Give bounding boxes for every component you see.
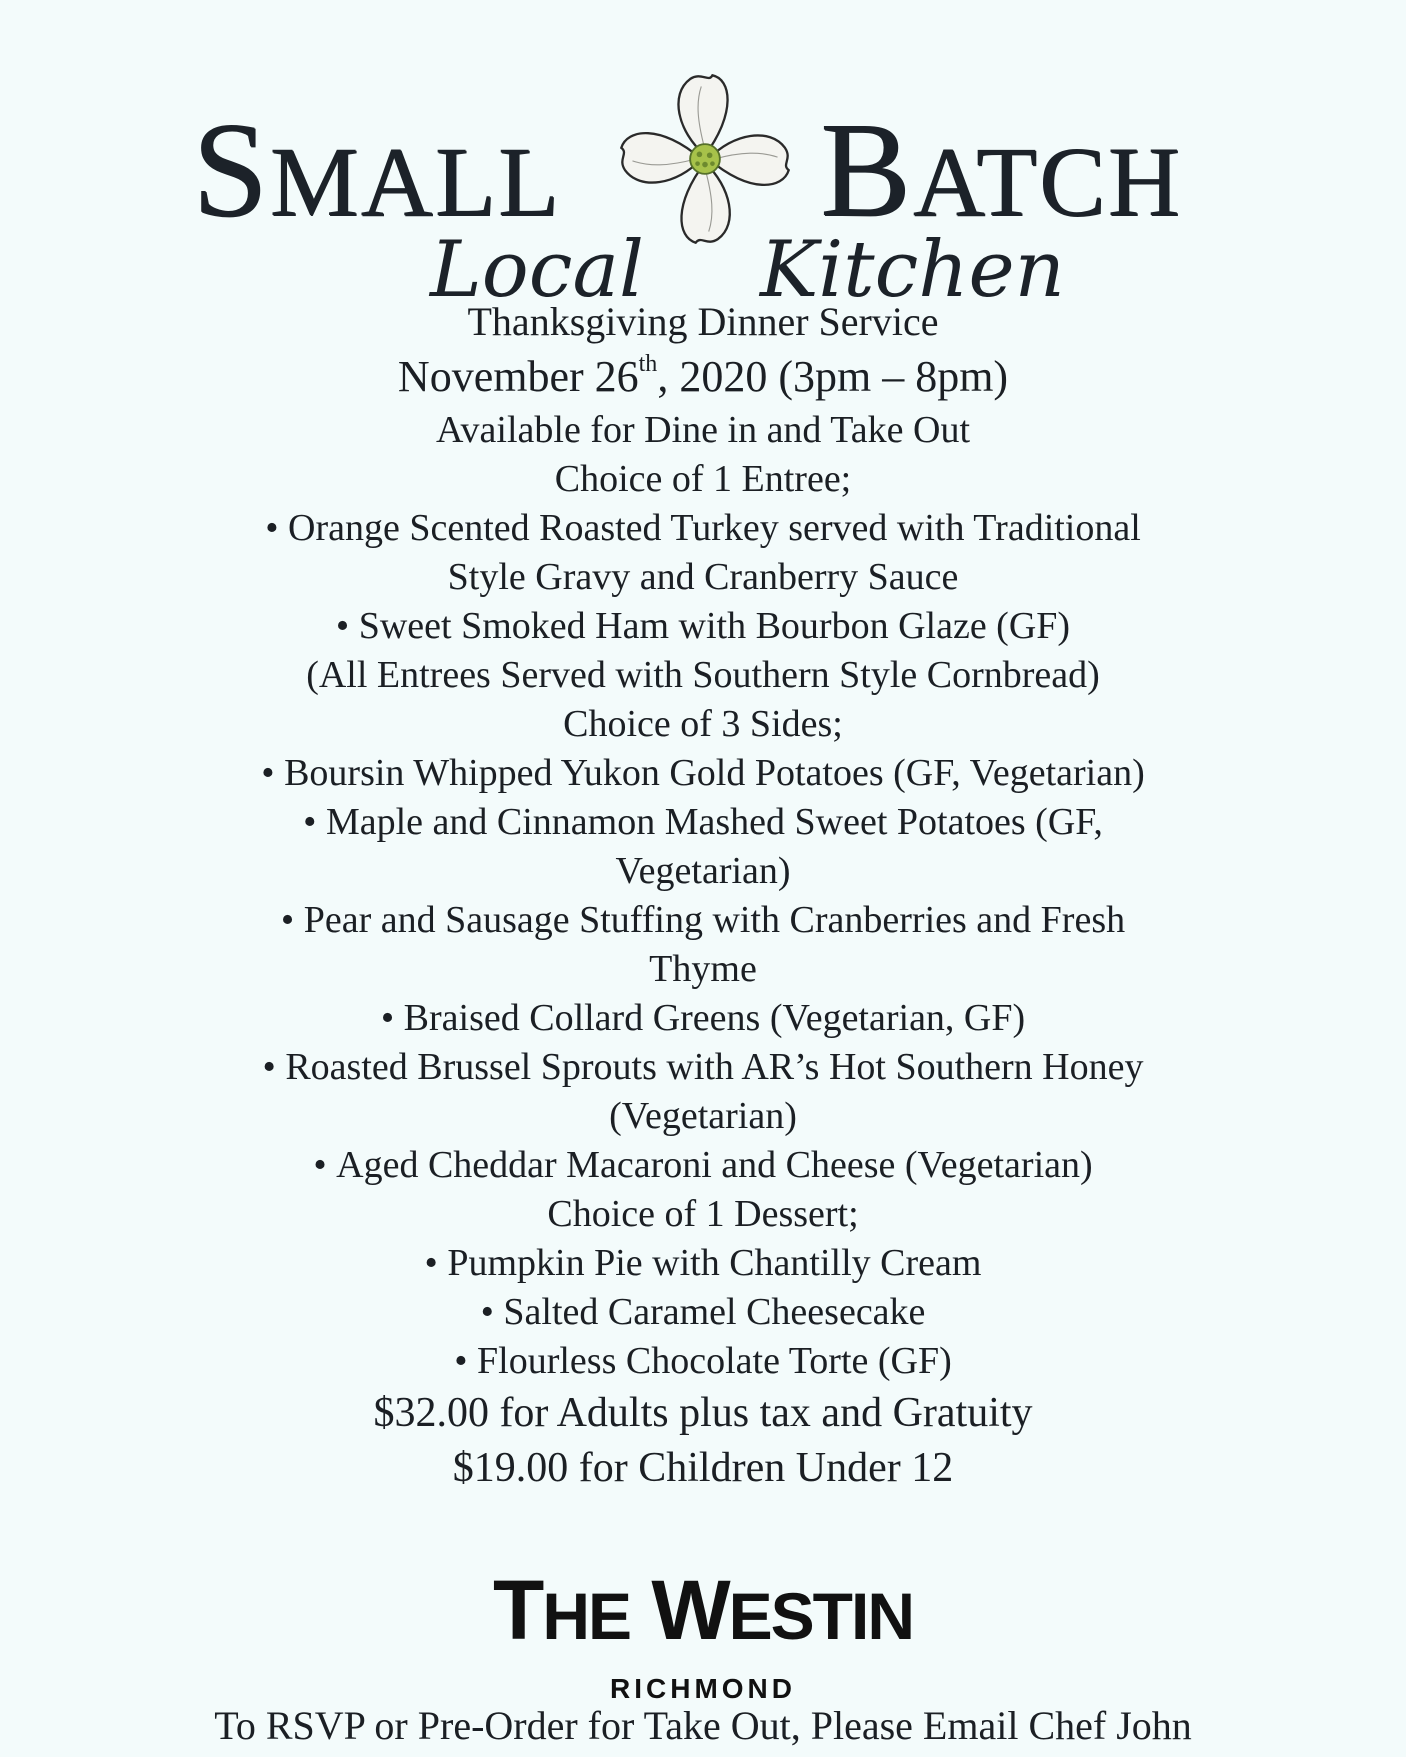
westin-logo bbox=[0, 1565, 1406, 1709]
entree-note: (All Entrees Served with Southern Style Cornbread) bbox=[306, 654, 1100, 696]
side-item-5-line-2: (Vegetarian) bbox=[609, 1095, 797, 1137]
entree-item-2: • Sweet Smoked Ham with Bourbon Glaze (GF) bbox=[0, 602, 1406, 651]
price-adults: $32.00 for Adults plus tax and Gratuity bbox=[373, 1390, 1033, 1436]
sides-heading: Choice of 3 Sides; bbox=[563, 703, 843, 745]
service-availability: Available for Dine in and Take Out bbox=[435, 409, 971, 451]
side-item-2-line-2: Vegetarian) bbox=[615, 850, 791, 892]
side-item-3-line-2: Thyme bbox=[649, 948, 757, 990]
service-title: Thanksgiving Dinner Service bbox=[467, 299, 939, 344]
menu-body bbox=[0, 296, 1406, 1496]
side-item-3-line-1: • Pear and Sausage Stuffing with Cranberries and Fresh bbox=[0, 896, 1406, 945]
side-item-4: • Braised Collard Greens (Vegetarian, GF) bbox=[0, 994, 1406, 1043]
westin-wordmark: THE WESTIN bbox=[493, 1563, 913, 1657]
side-item-1: • Boursin Whipped Yukon Gold Potatoes (GF, Vegetarian) bbox=[0, 749, 1406, 798]
dessert-item-1: • Pumpkin Pie with Chantilly Cream bbox=[0, 1239, 1406, 1288]
entree-item-1-line-1: • Orange Scented Roasted Turkey served with Traditional bbox=[0, 504, 1406, 553]
side-item-6: • Aged Cheddar Macaroni and Cheese (Vegetarian) bbox=[0, 1141, 1406, 1190]
price-children: $19.00 for Children Under 12 bbox=[452, 1445, 954, 1491]
logo-script-kitchen: Kitchen bbox=[760, 225, 1065, 315]
small-batch-logo bbox=[0, 60, 1406, 315]
logo-word-small: SMALL bbox=[192, 95, 561, 245]
side-item-2-line-1: • Maple and Cinnamon Mashed Sweet Potatoes (GF, bbox=[0, 798, 1406, 847]
westin-city: RICHMOND bbox=[610, 1673, 796, 1704]
entree-heading: Choice of 1 Entree; bbox=[554, 458, 852, 500]
side-item-5-line-1: • Roasted Brussel Sprouts with AR’s Hot Southern Honey bbox=[0, 1043, 1406, 1092]
dessert-heading: Choice of 1 Dessert; bbox=[547, 1193, 859, 1235]
dessert-item-2: • Salted Caramel Cheesecake bbox=[0, 1288, 1406, 1337]
service-date: November 26th, 2020 (3pm – 8pm) bbox=[397, 351, 1009, 401]
entree-item-1-line-2: Style Gravy and Cranberry Sauce bbox=[447, 556, 959, 598]
rsvp-line: To RSVP or Pre-Order for Take Out, Please Email Chef John bbox=[214, 1703, 1192, 1748]
logo-word-batch: BATCH bbox=[820, 95, 1182, 245]
dessert-item-3: • Flourless Chocolate Torte (GF) bbox=[0, 1337, 1406, 1386]
logo-script-local: Local bbox=[430, 225, 644, 315]
